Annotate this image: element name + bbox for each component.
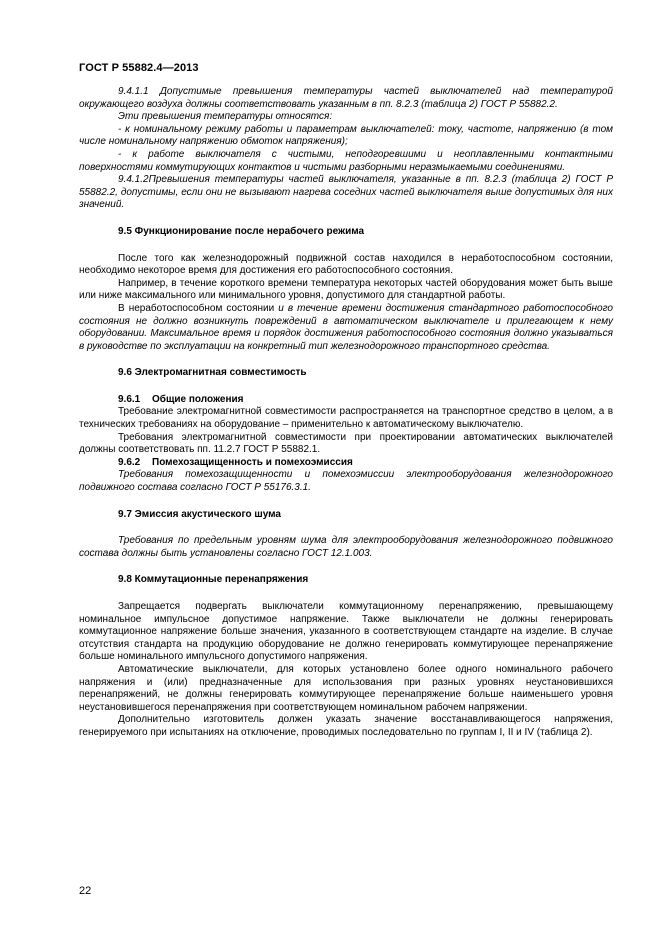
paragraph-9-5-3-italic: и в течение времени достижения стандартного работоспособного состояния не должно возникнуть повреждений в автоматическом выключателе и прилегающем к нему оборудовании. Максимальное время и порядок достижения работоспособного состояния должно указываться в руководстве по эксплуатации на конкретный тип железнодорожного транспортного средства.	[79, 302, 613, 352]
paragraph-9-8-1: Запрещается подвергать выключатели коммутационному перенапряжению, превышающему номинальное импульсное допустимое напряжение. Также выключатели не должны генерировать коммутационное напряжение больше значения, указанного в соответствующем стандарте на изделие. В случае отсутствия стандарта на продукцию оборудование не должно генерировать коммутирующее перенапряжение больше номинального импульсного допустимого напряжения.	[79, 601, 613, 663]
section-heading-9-5: 9.5 Функционирование после нерабочего режима	[118, 225, 365, 237]
paragraph-intro-list: Эти превышения температуры относятся:	[118, 111, 333, 123]
paragraph-9-6-1-1: Требование электромагнитной совместимости распространяется на транспортное средство в целом, а в технических требованиях на оборудование – применительно к автоматическому выключателю.	[79, 406, 613, 431]
subsection-number: 9.6.2	[118, 456, 141, 468]
paragraph-9-4-1-1: 9.4.1.1 Допустимые превышения температуры частей выключателей над температурой окружающего воздуха должны соответствовать указанным в пп. 8.2.3 (таблица 2) ГОСТ Р 55882.2.	[79, 86, 613, 110]
paragraph-9-5-3-start: В неработоспособном состоянии	[118, 302, 279, 314]
section-heading-9-8: 9.8 Коммутационные перенапряжения	[118, 574, 309, 586]
paragraph-9-4-1-2: 9.4.1.2Превышения температуры частей выключателя, указанные в пп. 8.2.3 (таблица 2) ГОСТ Р 55882.2, допустимы, если они не вызывают нагрева соседних частей выключателя выше допустимых для них значений.	[79, 174, 613, 211]
section-heading-9-6: 9.6 Электромагнитная совместимость	[118, 367, 307, 379]
document-header: ГОСТ Р 55882.4—2013	[79, 62, 199, 74]
page-number: 22	[79, 885, 92, 897]
paragraph-9-5-3	[79, 303, 613, 353]
subsection-title: Помехозащищенность и помехоэмиссия	[152, 456, 353, 468]
page-content	[79, 86, 613, 740]
paragraph-9-8-3: Дополнительно изготовитель должен указать значение восстанавливающегося напряжения, генерируемого при испытаниях на отключение, проводимых последовательно по группам I, II и IV (таблица 2).	[79, 714, 613, 738]
paragraph-9-8-2: Автоматические выключатели, для которых установлено более одного номинального рабочего напряжения и (или) предназначенные для использования при разных уровнях неустановившихся перенапряжений, не должны генерировать коммутирующее перенапряжение больше наименьшего уровня неустановившегося перенапряжения при соответствующем номинальном рабочем напряжении.	[79, 663, 613, 713]
subsection-heading-9-6-2	[79, 457, 613, 470]
paragraph-9-6-2-1: Требования помехозащищенности и помехоэмиссии электрооборудования железнодорожного подвижного состава согласно ГОСТ Р 55176.3.1.	[79, 469, 613, 494]
paragraph-9-7-1: Требования по предельным уровням шума для электрооборудования железнодорожного подвижного состава должны быть установлены согласно ГОСТ 12.1.003.	[79, 535, 613, 559]
list-item-2: - к работе выключателя с чистыми, неподгоревшими и неоплавленными контактными поверхностями коммутирующих контактов и чистыми разборными неразмыкаемыми соединениями.	[79, 148, 613, 173]
paragraph-9-5-2: Например, в течение короткого времени температура некоторых частей оборудования может быть выше или ниже максимального или минимального уровня, допустимого для стандартной работы.	[79, 277, 613, 302]
subsection-title: Общие положения	[152, 393, 244, 405]
section-heading-9-7: 9.7 Эмиссия акустического шума	[118, 508, 281, 520]
subsection-number: 9.6.1	[118, 393, 141, 405]
list-item-1: - к номинальному режиму работы и параметрам выключателей: току, частоте, напряжению (в том числе номинальному напряжению обмоток напряжения);	[79, 123, 613, 148]
subsection-heading-9-6-1	[79, 394, 613, 407]
paragraph-9-5-1: После того как железнодорожный подвижной состав находился в неработоспособном состоянии, необходимо некоторое время для достижения его работоспособного состояния.	[79, 252, 613, 277]
paragraph-9-6-1-2: Требования электромагнитной совместимости при проектировании автоматических выключателей должны соответствовать пп. 11.2.7 ГОСТ Р 55882.1.	[79, 431, 613, 456]
